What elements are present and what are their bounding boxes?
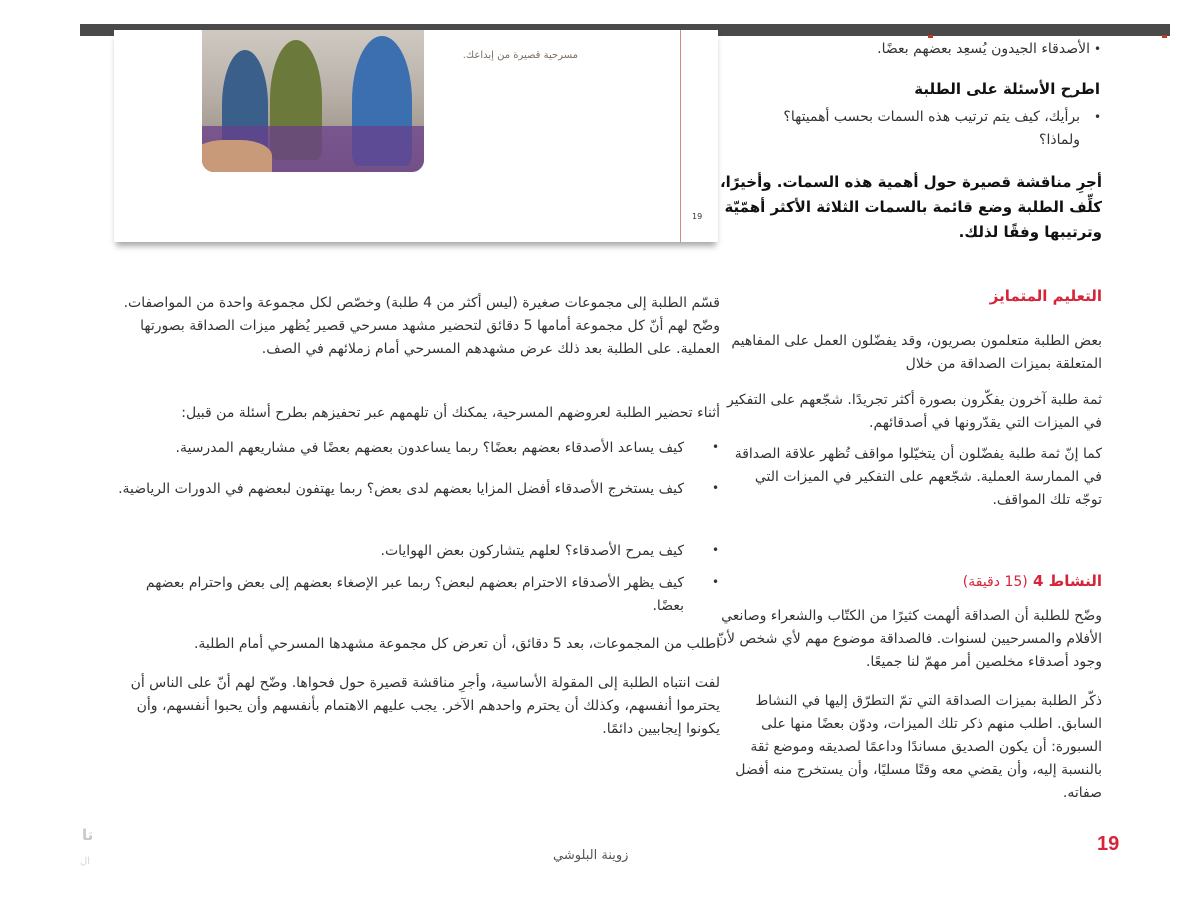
activity-heading xyxy=(900,572,1102,590)
side-faint-mark: تا xyxy=(82,826,94,844)
left-para-4: لفت انتباه الطلبة إلى المقولة الأساسية، وأجرِ مناقشة قصيرة حول فحواها. وضّح لهم أنّ على الناس أن يحترموا أنفسهم، وكذلك أن يحترم واحدهم الآخر. يجب عليهم الاهتمام بأنفسهم وأن يحبوا أنفسهم، وأن يكونوا إيجابيين دائمًا. xyxy=(130,675,720,737)
left-bullet-1: كيف يساعد الأصدقاء بعضهم بعضًا؟ ربما يساعدون بعضهم بعضًا في مشاريعهم المدرسية. xyxy=(175,440,684,456)
fragment-page-number: 19 xyxy=(692,212,703,221)
fragment-caption: مسرحية قصيرة من إبداعك. xyxy=(462,50,578,61)
ask-bullet-text: برأيك، كيف يتم ترتيب هذه السمات بحسب أهميتها؟ ولماذا؟ xyxy=(783,109,1080,148)
activity-para-1: وضّح للطلبة أن الصداقة ألهمت كثيرًا من الكتّاب والشعراء وصانعي الأفلام والمسرحيين لسنوات. فالصداقة موضوع مهم لأي شخص لأنّ وجود أصدقاء مخلصين أمر مهمّ لنا جميعًا. xyxy=(716,608,1102,670)
left-bullet-4: كيف يظهر الأصدقاء الاحترام بعضهم لبعض؟ ربما عبر الإصغاء بعضهم إلى بعض واحترام بعضهم بعضًا. xyxy=(145,575,684,614)
intro-bullet-text: الأصدقاء الجيدون يُسعِد بعضهم بعضًا. xyxy=(877,41,1090,57)
differentiated-para-1: بعض الطلبة متعلمون بصريون، وقد يفضّلون العمل على المفاهيم المتعلقة بميزات الصداقة من خلال xyxy=(731,333,1102,372)
bullet-dot: • xyxy=(712,543,720,557)
activity-title: النشاط 4 xyxy=(1027,572,1102,590)
left-para-1: قسّم الطلبة إلى مجموعات صغيرة (ليس أكثر من 4 طلبة) وخصّص لكل مجموعة واحدة من المواصفات. وضّح لهم أنّ كل مجموعة أمامها 5 دقائق لتحضير مشهد مسرحي قصير يُظهر ميزات الصداقة بصورتها العملية. على الطلبة بعد ذلك عرض مشهدهم المسرحي أمام زملائهم في الصف. xyxy=(123,295,720,357)
fragment-divider xyxy=(680,30,681,242)
ask-followup-text: أجرِ مناقشة قصيرة حول أهمية هذه السمات. وأخيرًا، كلِّف الطلبة وضع قائمة بالسمات الثلاثة الأكثر أهمّيّة وترتيبها وفقًا لذلك. xyxy=(719,173,1102,241)
bullet-dot: • xyxy=(1094,110,1102,124)
bullet-dot: • xyxy=(1094,42,1102,56)
footer-author: زوينة البلوشي xyxy=(553,848,629,863)
page-number: 19 xyxy=(1097,833,1120,855)
embedded-page-fragment xyxy=(114,30,718,242)
left-para-3: اطلب من المجموعات، بعد 5 دقائق، أن تعرض كل مجموعة مشهدها المسرحي أمام الطلبة. xyxy=(193,636,720,652)
activity-para-2: ذكّر الطلبة بميزات الصداقة التي تمّ التطرّق إليها في النشاط السابق. اطلب منهم ذكر تلك الميزات، ودوّن بعضًا منها على السبورة: أن يكون الصديق مساندًا وداعمًا لصديقه وموضع ثقة بالنسبة إليه، وأن يقضي معه وقتًا مسليًا، وأن يستخرج منه أفضل صفاته. xyxy=(735,693,1102,801)
left-bullet-3: كيف يمرح الأصدقاء؟ لعلهم يتشاركون بعض الهوايات. xyxy=(380,543,684,559)
ask-heading: اطرح الأسئلة على الطلبة xyxy=(914,80,1100,98)
bullet-dot: • xyxy=(712,575,720,589)
differentiated-para-3: كما إنّ ثمة طلبة يفضّلون أن يتخيّلوا مواقف تُظهر علاقة الصداقة في الممارسة العملية. شجّعهم على التفكير في الميزات التي توجّه تلك المواقف. xyxy=(734,446,1102,508)
differentiated-para-2: ثمة طلبة آخرون يفكّرون بصورة أكثر تجريدًا. شجّعهم على التفكير في الميزات التي يقدّرونها في أصدقائهم. xyxy=(726,392,1102,431)
activity-duration: (15 دقيقة) xyxy=(962,574,1028,590)
left-bullet-2: كيف يستخرج الأصدقاء أفضل المزايا بعضهم لدى بعض؟ ربما يهتفون لبعضهم في الدورات الرياضية. xyxy=(118,481,684,497)
bullet-dot: • xyxy=(712,481,720,495)
left-para-2: أثناء تحضير الطلبة لعروضهم المسرحية، يمكنك أن تلهمهم عبر تحفيزهم بطرح أسئلة من قبيل: xyxy=(181,405,720,421)
students-photo xyxy=(202,30,424,172)
differentiated-learning-heading: التعليم المتمايز xyxy=(989,287,1102,305)
bullet-dot: • xyxy=(712,440,720,454)
side-faint-mark-2: ال xyxy=(80,856,91,867)
